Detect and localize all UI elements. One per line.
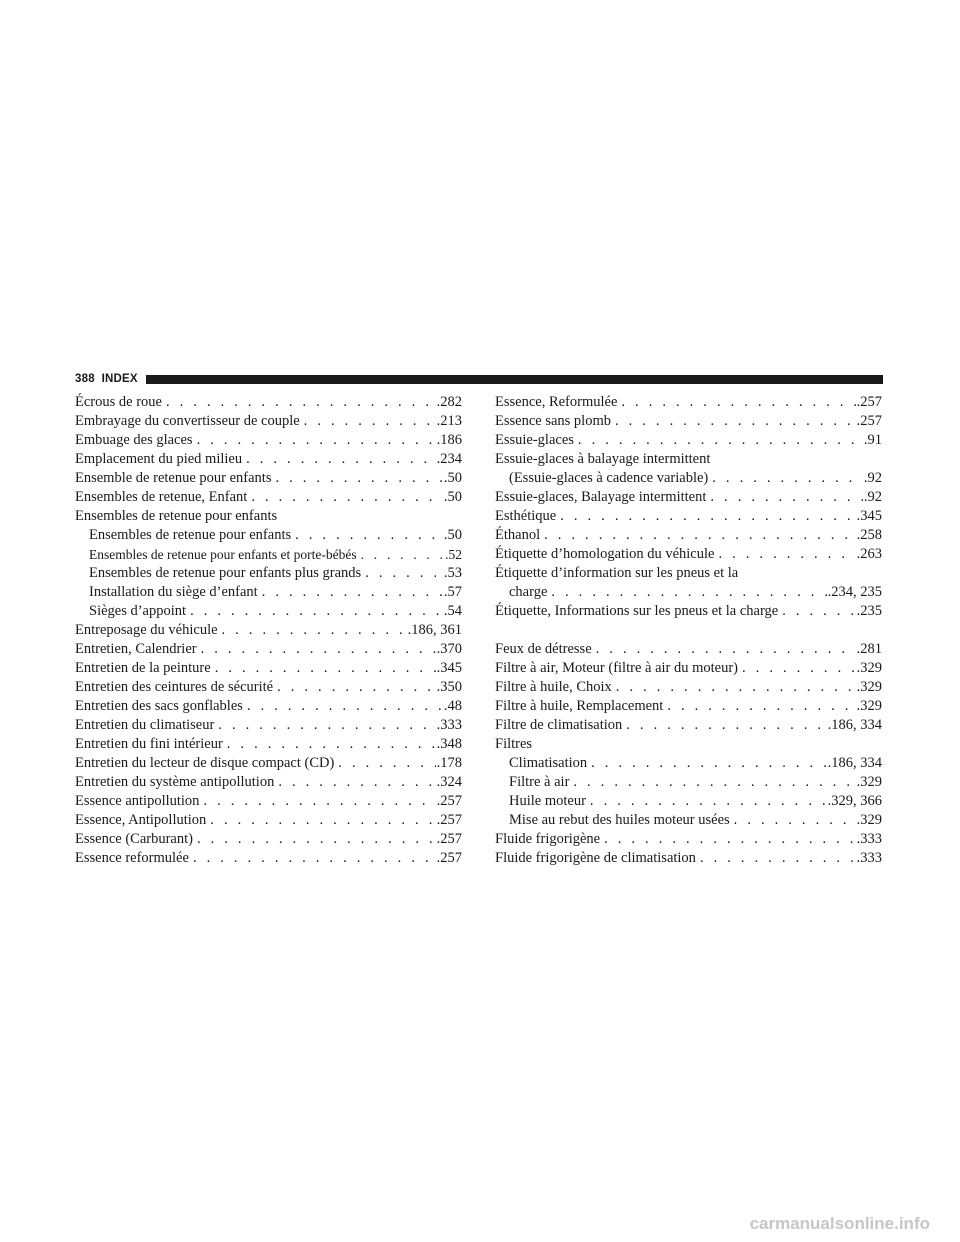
entry-text: Filtres xyxy=(495,736,533,752)
dot-leader xyxy=(197,431,436,450)
section-gap xyxy=(495,621,882,640)
index-entry xyxy=(495,602,882,621)
page-reference: .257 xyxy=(436,831,462,847)
index-subentry xyxy=(495,773,882,792)
page-reference: .53 xyxy=(443,565,462,581)
entry-text: Entretien du fini intérieur xyxy=(75,736,223,752)
page-reference: .348 xyxy=(436,736,462,752)
index-subentry xyxy=(75,583,462,602)
page-reference: .50 xyxy=(443,527,462,543)
page-reference: .234 xyxy=(436,451,462,467)
page-reference: .282 xyxy=(436,394,462,410)
entry-text: Filtre à air xyxy=(509,774,570,790)
index-entry xyxy=(495,735,882,754)
index-entry xyxy=(75,621,462,640)
index-entry xyxy=(75,792,462,811)
dot-leader xyxy=(712,469,863,488)
entry-text: Ensembles de retenue, Enfant xyxy=(75,489,248,505)
page-reference: .257 xyxy=(856,394,882,410)
index-entry xyxy=(75,678,462,697)
index-subentry xyxy=(75,526,462,545)
dot-leader xyxy=(544,526,856,545)
entry-text: Essuie-glaces xyxy=(495,432,574,448)
dot-leader xyxy=(667,697,855,716)
index-entry xyxy=(495,564,882,583)
dot-leader xyxy=(218,716,435,735)
entry-text: Ensembles de retenue pour enfants et porte-bébés xyxy=(89,547,357,562)
dot-leader xyxy=(277,678,436,697)
dot-leader xyxy=(616,678,856,697)
page-reference: .50 xyxy=(443,489,462,505)
dot-leader xyxy=(338,754,435,773)
page-reference: .350 xyxy=(436,679,462,695)
index-entry xyxy=(495,450,882,469)
entry-text: Fluide frigorigène de climatisation xyxy=(495,850,696,866)
page-reference: .57 xyxy=(443,584,462,600)
page-reference: .186, 361 xyxy=(407,622,462,638)
index-entry xyxy=(495,488,882,507)
entry-text: Étiquette d’information sur les pneus et la xyxy=(495,565,739,581)
dot-leader xyxy=(222,621,407,640)
page-reference: .329 xyxy=(856,774,882,790)
dot-leader xyxy=(742,659,856,678)
index-entry xyxy=(75,450,462,469)
index-subentry xyxy=(75,564,462,583)
index-entry xyxy=(495,659,882,678)
index-entry xyxy=(495,830,882,849)
index-entry xyxy=(495,678,882,697)
index-entry xyxy=(75,849,462,868)
entry-text: Entretien, Calendrier xyxy=(75,641,197,657)
index-entry xyxy=(495,469,882,488)
index-entry xyxy=(75,735,462,754)
entry-text: Ensembles de retenue pour enfants xyxy=(89,527,292,543)
index-subentry xyxy=(495,792,882,811)
dot-leader xyxy=(591,754,826,773)
dot-leader xyxy=(596,640,856,659)
entry-text: Entretien du climatiseur xyxy=(75,717,215,733)
entry-text: Entretien de la peinture xyxy=(75,660,211,676)
dot-leader xyxy=(578,431,863,450)
index-entry xyxy=(75,640,462,659)
entry-text: Filtre à huile, Choix xyxy=(495,679,612,695)
entry-text: Entretien des sacs gonflables xyxy=(75,698,243,714)
page-reference: .333 xyxy=(856,850,882,866)
index-entry xyxy=(75,773,462,792)
index-entry xyxy=(75,431,462,450)
index-entry xyxy=(495,640,882,659)
dot-leader xyxy=(262,583,443,602)
page-reference: .257 xyxy=(856,413,882,429)
index-subentry xyxy=(495,754,882,773)
entry-text: Esthétique xyxy=(495,508,557,524)
dot-leader xyxy=(190,602,443,621)
entry-text: Ensemble de retenue pour enfants xyxy=(75,470,272,486)
entry-text: Essence antipollution xyxy=(75,793,200,809)
dot-leader xyxy=(560,507,855,526)
dot-leader xyxy=(782,602,855,621)
dot-leader xyxy=(166,393,436,412)
index-entry xyxy=(75,811,462,830)
page-reference: .92 xyxy=(863,470,882,486)
page-reference: .91 xyxy=(863,432,882,448)
page-reference: .50 xyxy=(443,470,462,486)
dot-leader xyxy=(197,830,436,849)
entry-text: Feux de détresse xyxy=(495,641,592,657)
index-entry xyxy=(75,830,462,849)
entry-text: Climatisation xyxy=(509,755,588,771)
page-reference: .333 xyxy=(436,717,462,733)
entry-text: Huile moteur xyxy=(509,793,586,809)
index-entry xyxy=(495,716,882,735)
page-reference: .257 xyxy=(436,793,462,809)
dot-leader xyxy=(615,412,856,431)
index-entry xyxy=(75,393,462,412)
page-header xyxy=(75,372,883,386)
dot-leader xyxy=(718,545,855,564)
page-reference: .329 xyxy=(856,812,882,828)
index-entry xyxy=(75,412,462,431)
index-entry xyxy=(75,659,462,678)
dot-leader xyxy=(710,488,862,507)
dot-leader xyxy=(590,792,827,811)
dot-leader xyxy=(193,849,436,868)
page-reference: .213 xyxy=(436,413,462,429)
entry-text: Emplacement du pied milieu xyxy=(75,451,243,467)
page-reference: .258 xyxy=(856,527,882,543)
dot-leader xyxy=(700,849,856,868)
page-reference: .281 xyxy=(856,641,882,657)
page-reference: .329 xyxy=(856,698,882,714)
entry-text: Ensembles de retenue pour enfants plus grands xyxy=(89,565,362,581)
page-reference: .186 xyxy=(436,432,462,448)
index-entry xyxy=(75,716,462,735)
index-entry xyxy=(75,507,462,526)
entry-text: Éthanol xyxy=(495,527,541,543)
entry-text: Entreposage du véhicule xyxy=(75,622,218,638)
dot-leader xyxy=(573,773,855,792)
dot-leader xyxy=(203,792,435,811)
dot-leader xyxy=(215,659,436,678)
entry-text: Sièges d’appoint xyxy=(89,603,187,619)
page-reference: .234, 235 xyxy=(827,584,882,600)
page-reference: .333 xyxy=(856,831,882,847)
page-reference: .186, 334 xyxy=(827,755,882,771)
entry-text: Écrous de roue xyxy=(75,394,162,410)
index-entry xyxy=(75,469,462,488)
dot-leader xyxy=(361,545,444,564)
entry-text: Mise au rebut des huiles moteur usées xyxy=(509,812,730,828)
index-entry xyxy=(495,393,882,412)
entry-text: charge xyxy=(509,584,548,600)
page-reference: .329 xyxy=(856,679,882,695)
index-entry xyxy=(495,697,882,716)
page-number-section-label: 388 INDEX xyxy=(75,373,138,385)
entry-text: Entretien du système antipollution xyxy=(75,774,275,790)
page-reference: .345 xyxy=(856,508,882,524)
page-reference: .324 xyxy=(436,774,462,790)
page-reference: .329, 366 xyxy=(827,793,882,809)
page-reference: .52 xyxy=(445,547,462,562)
entry-text: Essuie-glaces, Balayage intermittent xyxy=(495,489,707,505)
entry-text: Filtre de climatisation xyxy=(495,717,623,733)
page-reference: .257 xyxy=(436,850,462,866)
entry-text: Fluide frigorigène xyxy=(495,831,601,847)
page-reference: .257 xyxy=(436,812,462,828)
dot-leader xyxy=(201,640,436,659)
page-reference: .92 xyxy=(863,489,882,505)
entry-text: Filtre à huile, Remplacement xyxy=(495,698,664,714)
dot-leader xyxy=(621,393,855,412)
dot-leader xyxy=(278,773,435,792)
entry-text: Étiquette, Informations sur les pneus et la charge xyxy=(495,603,779,619)
dot-leader xyxy=(551,583,826,602)
dot-leader xyxy=(247,697,443,716)
index-entry xyxy=(495,545,882,564)
index-entry xyxy=(75,697,462,716)
index-entry xyxy=(75,488,462,507)
entry-text: Étiquette d’homologation du véhicule xyxy=(495,546,715,562)
index-subentry xyxy=(75,545,462,564)
entry-text: Entretien du lecteur de disque compact (CD) xyxy=(75,755,335,771)
watermark: carmanualsonline.info xyxy=(749,1214,930,1233)
index-entry xyxy=(495,412,882,431)
header-rule xyxy=(146,375,883,384)
dot-leader xyxy=(734,811,856,830)
entry-text: Essence sans plomb xyxy=(495,413,611,429)
dot-leader xyxy=(251,488,443,507)
entry-text: (Essuie-glaces à cadence variable) xyxy=(509,470,709,486)
dot-leader xyxy=(275,469,442,488)
entry-text: Embuage des glaces xyxy=(75,432,193,448)
page-reference: .235 xyxy=(856,603,882,619)
index-entry xyxy=(495,526,882,545)
entry-text: Installation du siège d’enfant xyxy=(89,584,258,600)
dot-leader xyxy=(365,564,443,583)
entry-text: Entretien des ceintures de sécurité xyxy=(75,679,274,695)
entry-text: Embrayage du convertisseur de couple xyxy=(75,413,300,429)
entry-text: Essence, Reformulée xyxy=(495,394,618,410)
entry-text: Ensembles de retenue pour enfants xyxy=(75,508,278,524)
index-column-left xyxy=(75,393,462,868)
page-reference: .178 xyxy=(436,755,462,771)
dot-leader xyxy=(246,450,436,469)
page-reference: .186, 334 xyxy=(827,717,882,733)
index-entry xyxy=(495,849,882,868)
entry-text: Essence, Antipollution xyxy=(75,812,207,828)
entry-text: Essence reformulée xyxy=(75,850,189,866)
page-reference: .48 xyxy=(443,698,462,714)
dot-leader xyxy=(626,716,826,735)
page-reference: .263 xyxy=(856,546,882,562)
index-subentry xyxy=(75,602,462,621)
index-entry xyxy=(495,507,882,526)
index-subentry xyxy=(495,811,882,830)
dot-leader xyxy=(304,412,436,431)
entry-text: Essuie-glaces à balayage intermittent xyxy=(495,451,711,467)
page-reference: .345 xyxy=(436,660,462,676)
index-entry xyxy=(75,754,462,773)
entry-text: Filtre à air, Moteur (filtre à air du moteur) xyxy=(495,660,739,676)
dot-leader xyxy=(210,811,435,830)
page-reference: .54 xyxy=(443,603,462,619)
dot-leader xyxy=(604,830,856,849)
entry-text: Essence (Carburant) xyxy=(75,831,193,847)
index-column-right xyxy=(495,393,882,868)
page-reference: .329 xyxy=(856,660,882,676)
index-entry xyxy=(495,431,882,450)
index-entry xyxy=(495,583,882,602)
page-reference: .370 xyxy=(436,641,462,657)
dot-leader xyxy=(227,735,436,754)
dot-leader xyxy=(295,526,443,545)
